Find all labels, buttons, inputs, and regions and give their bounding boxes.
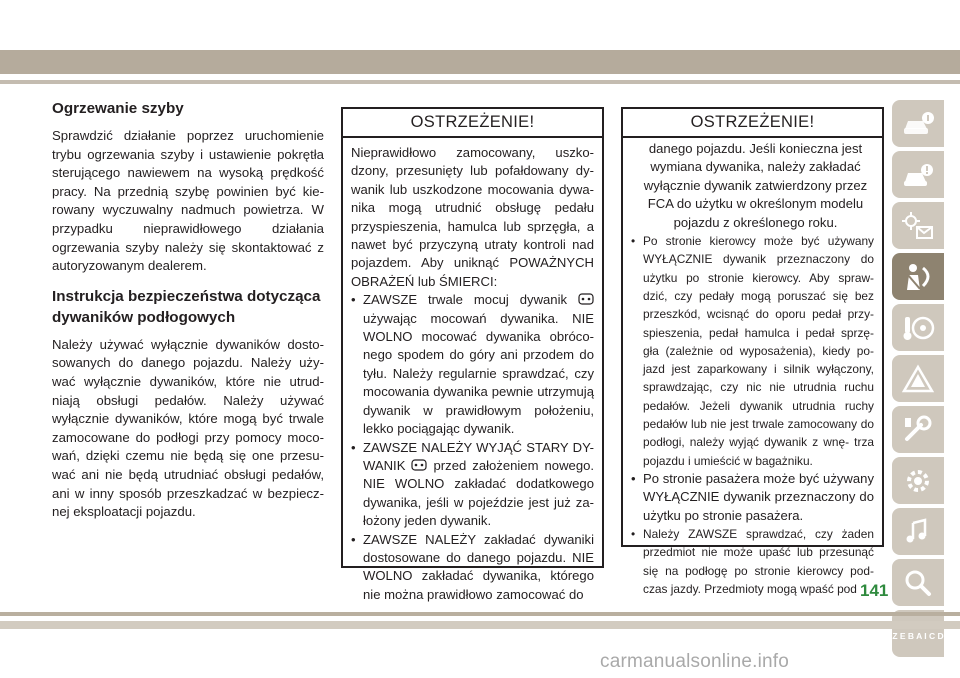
warning-item: • Należy ZAWSZE sprawdzać, czy żaden przedmiot nie może upaść lub przesunąć się na podłogę po stronie kierowcy pod- czas jazdy. Przedmioty mogą wpaść pod	[631, 525, 874, 598]
chapter-tab-rail	[892, 100, 944, 661]
warning-list	[631, 232, 874, 598]
left-column	[52, 98, 324, 522]
tab-service[interactable]	[892, 406, 944, 453]
seatbelt-airbag-icon	[901, 262, 935, 292]
warning-item: • Po stronie kierowcy może być używany WYŁĄCZNIE dywanik przeznaczony do użytku po stronie kierowcy. Aby spraw- dzić, czy pedały mogą poruszać się bez przeszkód, wcisnąć do oporu pedał przy- spieszenia, pedał hamulca i pedał sprzę- gła (zależnie od wyposażenia), kiedy po- jazd jest zaparkowany i silnik wyłączony, sprawdzając, czy nic nie utrudnia ruchu pedałów. Jeżeli dywanik utrudnia ruchy pedałów lub nie jest trwale zamocowany do podłogi, należy wyjąć dywanik z wnę- trza pojazdu i umieścić w bagażniku.	[631, 232, 874, 470]
warning-box-1	[341, 107, 604, 602]
warning-item: • ZAWSZE NALEŻY zakładać dywaniki dostosowane do danego pojazdu. NIE WOLNO zakładać dywanika, którego nie można prawidłowo zamocować do	[351, 531, 594, 605]
svg-text:Z E B A I C D: Z E B A I C D	[892, 630, 944, 641]
warning-item-text: używając mocowań dywanika. NIE WOLNO mocować dywanika obróco- nego spodem do góry ani przodem do tyłu. Należy regularnie sprawdzać, czy mocowania dywanika pewnie utrzymują dywanik w prawidłowym położeniu, lekko pociągając dywanik.	[363, 310, 594, 437]
warning-item-text: ZAWSZE trwale mocuj dywanik	[363, 292, 568, 308]
tab-search[interactable]	[892, 559, 944, 606]
warning-item	[351, 439, 594, 531]
tab-vehicle-info[interactable]	[892, 100, 944, 147]
key-steering-icon	[901, 313, 935, 343]
multimedia-icon	[901, 517, 935, 547]
warning-continued-text: danego pojazdu. Jeśli konieczna jest wymiana dywanika, należy zakładać wyłącznie dywanik zatwierdzony przez FCA do użytku w określonym modelu pojazdu z określonego roku.	[643, 141, 868, 230]
tab-starting-driving[interactable]	[892, 304, 944, 351]
warning-body	[623, 138, 882, 598]
warning-item: • Po stronie pasażera może być używany WYŁĄCZNIE dywanik przeznaczony do użytku po stronie pasażera.	[631, 470, 874, 525]
tab-index[interactable]	[892, 610, 944, 657]
bottom-band	[0, 621, 960, 629]
page-number: 141	[860, 581, 889, 600]
top-header-band	[0, 50, 960, 74]
tab-dashboard[interactable]	[892, 151, 944, 198]
car-info-icon	[901, 109, 935, 139]
warning-title: OSTRZEŻENIE!	[343, 109, 602, 138]
specs-gear-icon	[901, 466, 935, 496]
heading-windshield-heating: Ogrzewanie szyby	[52, 100, 184, 117]
warning-item-text: ZAWSZE NALEŻY WYJĄĆ STARY DY- WANIK	[363, 439, 594, 473]
warning-intro: Nieprawidłowo zamocowany, uszko- dzony, przesunięty lub pofałdowany dy- wanik lub uszkodzone mocowania dywa- nika mogą utrudnić obsługę pedału przyspieszenia, hamulca lub sprzęgła, a nawet być przyczyną utraty kontroli nad pojazdem. Aby uniknąć POWAŻNYCH OBRAŻEŃ lub ŚMIERCI:	[351, 145, 594, 289]
watermark: carmanualsonline.info	[600, 651, 790, 672]
tab-specifications[interactable]	[892, 457, 944, 504]
tab-climate[interactable]	[892, 202, 944, 249]
search-magnifier-icon	[901, 568, 935, 598]
floor-mat-symbol-icon	[411, 459, 427, 471]
tab-multimedia[interactable]	[892, 508, 944, 555]
warning-title: OSTRZEŻENIE!	[623, 109, 882, 138]
paragraph-floor-mat-safety: Należy używać wyłącznie dywaników dosto- sowanych do danego pojazdu. Należy uży- wać wyłącznie dywaników, które nie utrud- niają obsługi pedałów. Należy używać wyłącznie dywaników, które mogą być trwale zamocowane do podłogi przy pomocy moco- wań, dzięki czemu nie będą się one przesu- wać ani nie będą utrudniać obsługi pedałów, ani w inny sposób przeszkadzać w bezpiecz- nej eksploatacji pojazdu.	[52, 336, 324, 520]
floor-mat-symbol-icon	[578, 293, 594, 305]
warning-body	[343, 138, 602, 604]
warning-item	[351, 291, 594, 438]
car-warning-icon	[901, 160, 935, 190]
bottom-divider	[0, 612, 960, 616]
tab-safety[interactable]	[892, 253, 944, 300]
wrench-service-icon	[901, 415, 935, 445]
hazard-triangle-icon	[901, 364, 935, 394]
tab-emergency[interactable]	[892, 355, 944, 402]
paragraph-windshield-heating: Sprawdzić działanie poprzez uruchomienie trybu ogrzewania szyby i ustawienie pokrętła sterującego nawiewem na wysoką prędkość pracy. Na przednią szybę powinien być kie- rowany wyczuwalny nadmuch powietrza. W przypadku nieprawidłowego działania ogrzewania szyby należy się skontaktować z autoryzowanym dealerem.	[52, 128, 324, 274]
heading-floor-mat-safety: Instrukcja bezpieczeństwa dotycząca dywaników podłogowych	[52, 287, 321, 326]
warning-item-text: przed założeniem nowego. NIE WOLNO zakładać dodatkowego dywanika, jeśli w pojeździe jest już za- łożony jeden dywanik.	[363, 457, 595, 529]
top-divider	[0, 80, 960, 84]
warning-list	[351, 291, 594, 604]
climate-message-icon	[901, 211, 935, 241]
